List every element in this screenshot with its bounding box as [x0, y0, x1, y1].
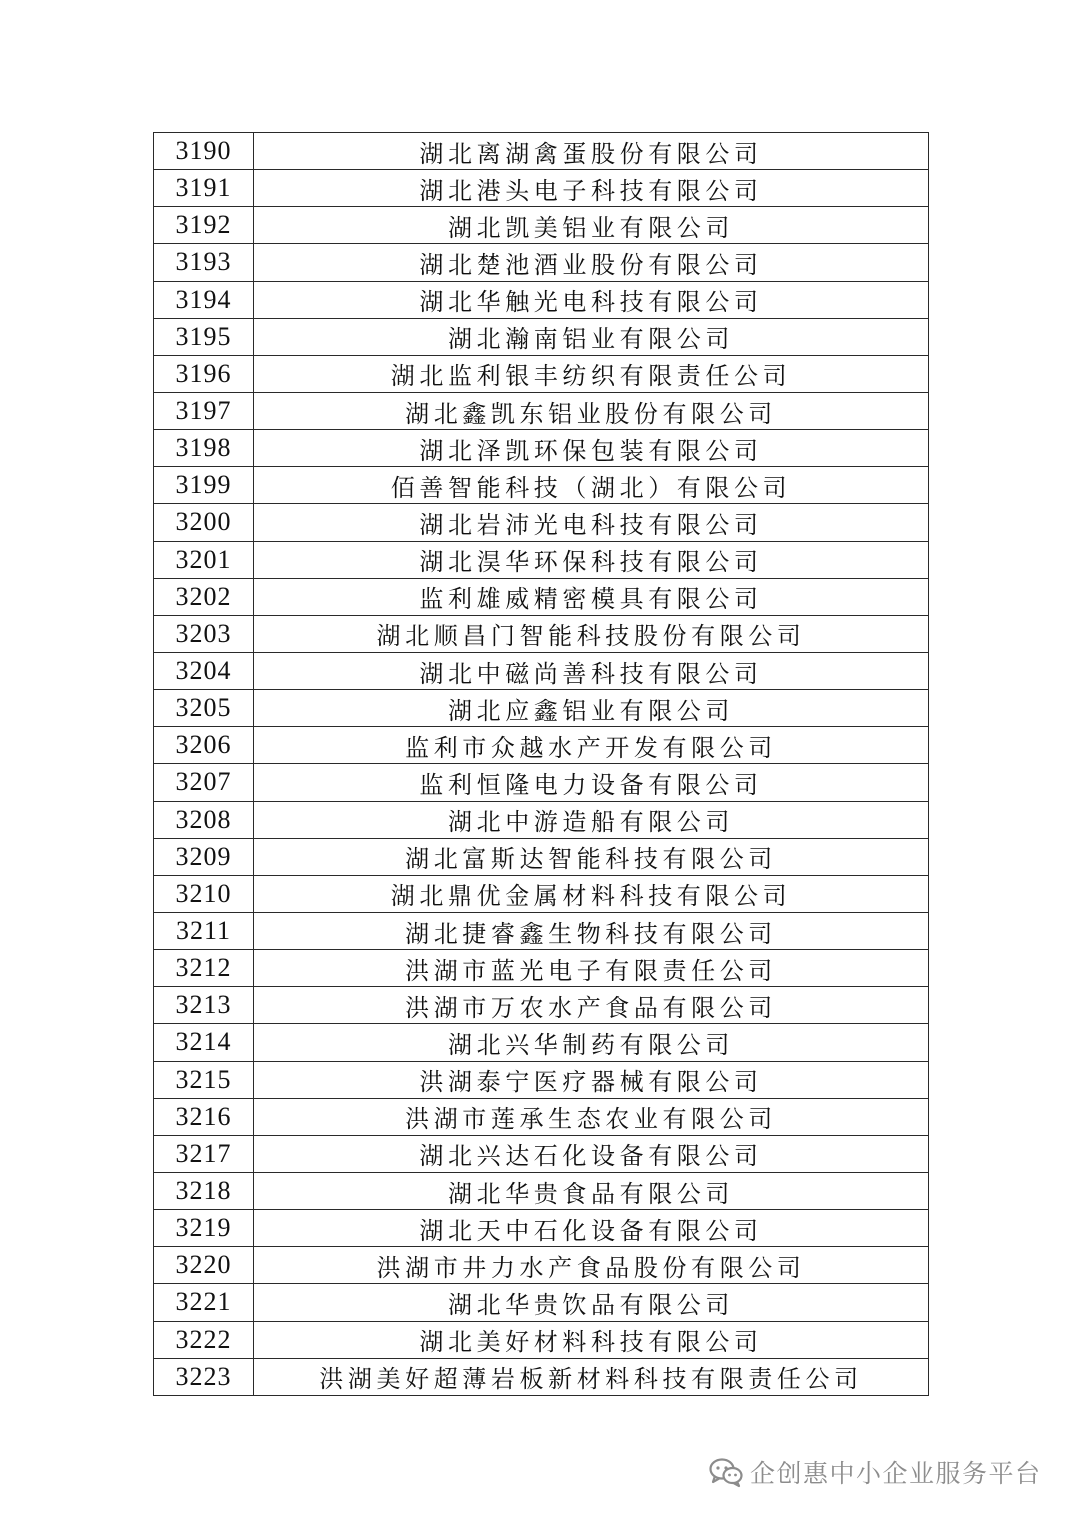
company-name: 湖北华触光电科技有限公司 [254, 281, 929, 318]
company-name: 湖北捷睿鑫生物科技有限公司 [254, 912, 929, 949]
table-row [154, 207, 929, 244]
row-number: 3206 [154, 727, 254, 764]
company-name: 湖北楚池酒业股份有限公司 [254, 244, 929, 281]
row-number: 3213 [154, 987, 254, 1024]
company-name: 监利恒隆电力设备有限公司 [254, 764, 929, 801]
table-row [154, 355, 929, 392]
row-number: 3193 [154, 244, 254, 281]
table-row [154, 838, 929, 875]
company-name: 湖北离湖禽蛋股份有限公司 [254, 133, 929, 170]
table-row [154, 318, 929, 355]
table-row [154, 244, 929, 281]
row-number: 3218 [154, 1172, 254, 1209]
row-number: 3200 [154, 504, 254, 541]
watermark [708, 1452, 1042, 1492]
wechat-icon [708, 1456, 744, 1488]
watermark-text: 企创惠中小企业服务平台 [750, 1459, 1042, 1488]
table-row [154, 578, 929, 615]
row-number: 3190 [154, 133, 254, 170]
table-row [154, 281, 929, 318]
row-number: 3207 [154, 764, 254, 801]
company-name: 湖北天中石化设备有限公司 [254, 1210, 929, 1247]
row-number: 3208 [154, 801, 254, 838]
company-name: 湖北应鑫铝业有限公司 [254, 690, 929, 727]
table-row [154, 652, 929, 689]
row-number: 3221 [154, 1284, 254, 1321]
row-number: 3217 [154, 1135, 254, 1172]
table-row [154, 1321, 929, 1358]
company-name: 湖北美好材料科技有限公司 [254, 1321, 929, 1358]
company-name: 洪湖市莲承生态农业有限公司 [254, 1098, 929, 1135]
row-number: 3220 [154, 1247, 254, 1284]
company-name: 湖北华贵食品有限公司 [254, 1172, 929, 1209]
table-row [154, 987, 929, 1024]
company-name: 湖北鼎优金属材料科技有限公司 [254, 875, 929, 912]
table-row [154, 1172, 929, 1209]
row-number: 3197 [154, 392, 254, 429]
company-name: 湖北淏华环保科技有限公司 [254, 541, 929, 578]
table-row [154, 1210, 929, 1247]
row-number: 3201 [154, 541, 254, 578]
company-name: 洪湖市蓝光电子有限责任公司 [254, 950, 929, 987]
row-number: 3199 [154, 467, 254, 504]
company-name: 洪湖泰宁医疗器械有限公司 [254, 1061, 929, 1098]
company-name: 湖北岩沛光电科技有限公司 [254, 504, 929, 541]
table-row [154, 1061, 929, 1098]
company-table [153, 132, 929, 1396]
row-number: 3209 [154, 838, 254, 875]
row-number: 3205 [154, 690, 254, 727]
company-name: 监利市众越水产开发有限公司 [254, 727, 929, 764]
company-name: 湖北兴华制药有限公司 [254, 1024, 929, 1061]
company-name: 湖北瀚南铝业有限公司 [254, 318, 929, 355]
table-row [154, 467, 929, 504]
table-row [154, 1098, 929, 1135]
row-number: 3191 [154, 170, 254, 207]
row-number: 3211 [154, 912, 254, 949]
table-row [154, 764, 929, 801]
company-name: 洪湖市万农水产食品有限公司 [254, 987, 929, 1024]
table-row [154, 615, 929, 652]
table-row [154, 1358, 929, 1395]
table-row [154, 1247, 929, 1284]
table-row [154, 1284, 929, 1321]
company-name: 湖北顺昌门智能科技股份有限公司 [254, 615, 929, 652]
table-row [154, 541, 929, 578]
company-name: 洪湖市井力水产食品股份有限公司 [254, 1247, 929, 1284]
row-number: 3196 [154, 355, 254, 392]
table-row [154, 801, 929, 838]
row-number: 3202 [154, 578, 254, 615]
company-name: 湖北华贵饮品有限公司 [254, 1284, 929, 1321]
company-name: 佰善智能科技（湖北）有限公司 [254, 467, 929, 504]
company-name: 湖北富斯达智能科技有限公司 [254, 838, 929, 875]
table-row [154, 1135, 929, 1172]
row-number: 3204 [154, 652, 254, 689]
table-row [154, 1024, 929, 1061]
table-row [154, 170, 929, 207]
company-name: 湖北中磁尚善科技有限公司 [254, 652, 929, 689]
row-number: 3219 [154, 1210, 254, 1247]
table-row [154, 727, 929, 764]
company-table-body [154, 133, 929, 1396]
row-number: 3192 [154, 207, 254, 244]
row-number: 3210 [154, 875, 254, 912]
table-row [154, 430, 929, 467]
row-number: 3214 [154, 1024, 254, 1061]
row-number: 3222 [154, 1321, 254, 1358]
row-number: 3212 [154, 950, 254, 987]
company-name: 湖北鑫凯东铝业股份有限公司 [254, 392, 929, 429]
row-number: 3223 [154, 1358, 254, 1395]
row-number: 3195 [154, 318, 254, 355]
table-row [154, 912, 929, 949]
row-number: 3194 [154, 281, 254, 318]
company-name: 湖北港头电子科技有限公司 [254, 170, 929, 207]
table-row [154, 950, 929, 987]
company-name: 湖北监利银丰纺织有限责任公司 [254, 355, 929, 392]
table-row [154, 875, 929, 912]
company-name: 湖北兴达石化设备有限公司 [254, 1135, 929, 1172]
company-name: 湖北泽凯环保包装有限公司 [254, 430, 929, 467]
company-name: 洪湖美好超薄岩板新材料科技有限责任公司 [254, 1358, 929, 1395]
table-row [154, 133, 929, 170]
company-name: 湖北中游造船有限公司 [254, 801, 929, 838]
table-row [154, 690, 929, 727]
row-number: 3203 [154, 615, 254, 652]
row-number: 3215 [154, 1061, 254, 1098]
company-name: 湖北凯美铝业有限公司 [254, 207, 929, 244]
table-row [154, 392, 929, 429]
company-name: 监利雄威精密模具有限公司 [254, 578, 929, 615]
table-row [154, 504, 929, 541]
row-number: 3216 [154, 1098, 254, 1135]
row-number: 3198 [154, 430, 254, 467]
